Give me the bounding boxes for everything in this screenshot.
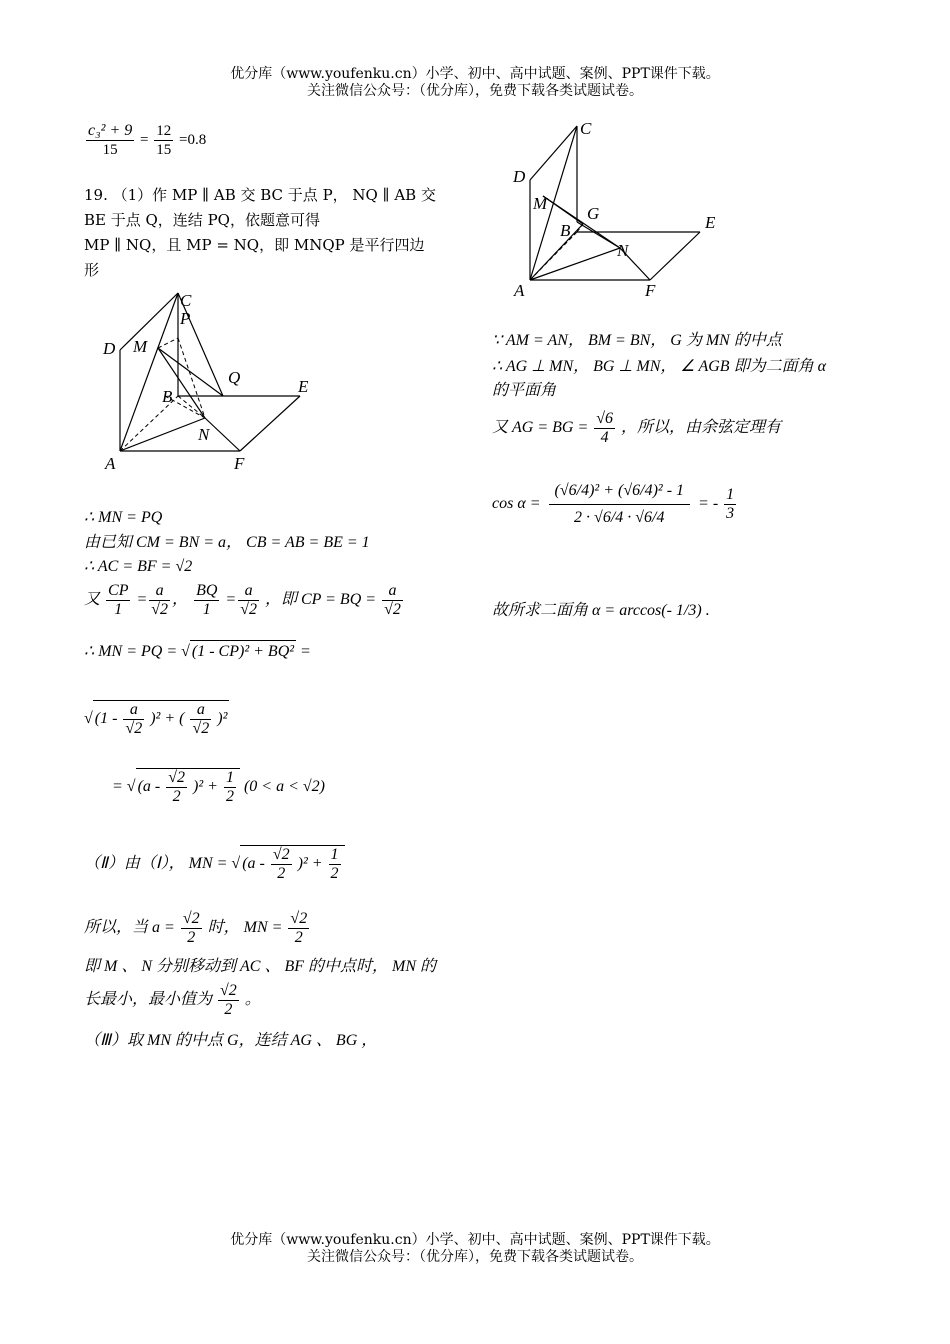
label-n: N (198, 425, 210, 444)
q19-line-4: 形 (84, 261, 100, 279)
step-2: 由已知 CM = BN = a， CB = AB = BE = 1 (84, 534, 370, 551)
label-b: B (162, 387, 173, 406)
fraction: $\frac{12}{15}$ (156, 123, 172, 158)
cosine-equation: cos α = $\frac{\text{(√6/4)² + (√6/4)² - 1}}{2 \cdot √6/4 \cdot √6/4}$ = - $\frac{1}{3}$ (492, 478, 738, 531)
step-5: ∴ MN = PQ = √ (1 - CP)² + BQ² = (84, 640, 311, 663)
right-conclusion: 故所求二面角 α = arccos(- 1/3) . (492, 602, 710, 619)
figure-left (100, 288, 330, 478)
header-line-2: 关注微信公众号：（优分库），免费下载各类试题试卷。 (307, 83, 643, 99)
label-c: C (580, 119, 592, 138)
part-2: （Ⅱ）由（Ⅰ）， MN = √ (a - $\frac{√2}{2}$ )² + $\frac{1}{2}$ (84, 845, 345, 883)
step-10: 即 M 、 N 分别移动到 AC 、 BF 的中点时， MN 的 (84, 958, 436, 975)
label-m: M (133, 337, 148, 356)
label-a: A (514, 281, 525, 300)
figure-right (505, 112, 735, 302)
label-d: D (103, 339, 116, 358)
label-e: E (298, 377, 309, 396)
page-footer (0, 1232, 950, 1266)
label-p: P (180, 309, 191, 328)
label-f: F (234, 454, 245, 473)
label-d: D (513, 167, 526, 186)
page-header (0, 66, 950, 100)
question-number: 19. (84, 186, 108, 204)
q19-line-1: （1）作 MP ∥ AB 交 BC 于点 P， NQ ∥ AB 交 (112, 186, 436, 204)
step-6: √ (1 - $\frac{a}{√2}$ )² + ( $\frac{a}{√2}$ )² (84, 701, 228, 737)
step-4: 又 $\frac{CP}{1}$ = $\frac{a}{√2}$ ， $\frac{BQ}{1}$ = $\frac{a}{√2}$ ，即 CP = BQ = $\frac{a}{√2}$ (84, 582, 401, 618)
q19-line-2: BE 于点 Q，连结 PQ，依题意可得 (84, 211, 320, 229)
step-11: 长最小，最小值为 $\frac{√2}{2}$ 。 (84, 982, 261, 1018)
right-step-1: ∵ AM = AN， BM = BN， G 为 MN 的中点 (492, 332, 782, 349)
label-q: Q (228, 368, 241, 387)
q19-line-3: MP ∥ NQ，且 MP = NQ，即 MNQP 是平行四边 (84, 236, 425, 254)
step-3: ∴ AC = BF = √2 (84, 558, 193, 575)
label-f: F (645, 281, 656, 300)
label-a: A (105, 454, 116, 473)
label-e: E (705, 213, 716, 232)
step-7: = √ (a - $\frac{√2}{2}$ )² + $\frac{1}{2}$ (0 < a < √2) (112, 769, 325, 805)
question-19 (84, 183, 436, 283)
label-m: M (533, 194, 548, 213)
label-n: N (617, 241, 629, 260)
top-equation: $\frac{\text{c₃² + 9}}{15}$ = $\frac{12}{15}$ =0.8 (88, 122, 207, 158)
right-step-4: 又 AG = BG = $\frac{√6}{4}$ ，所以，由余弦定理有 (492, 410, 782, 446)
step-1: ∴ MN = PQ (84, 509, 163, 526)
header-line-1: 优分库（www.youfenku.cn）小学、初中、高中试题、案例、PPT课件下载。 (230, 66, 720, 82)
label-c: C (180, 291, 192, 310)
fraction: $\frac{\text{c₃² + 9}}{15}$ (88, 122, 133, 158)
label-g: G (587, 204, 600, 223)
step-9: 所以，当 a = $\frac{√2}{2}$ 时， MN = $\frac{√2}{2}$ (84, 910, 308, 946)
part-3: （Ⅲ）取 MN 的中点 G，连结 AG 、 BG ， (84, 1032, 378, 1049)
footer-line-2: 关注微信公众号：（优分库），免费下载各类试题试卷。 (307, 1249, 643, 1265)
right-step-2: ∴ AG ⊥ MN， BG ⊥ MN， ∠ AGB 即为二面角 α (492, 358, 826, 375)
right-step-3: 的平面角 (492, 382, 557, 399)
footer-line-1: 优分库（www.youfenku.cn）小学、初中、高中试题、案例、PPT课件下载。 (230, 1232, 720, 1248)
label-b: B (560, 221, 571, 240)
